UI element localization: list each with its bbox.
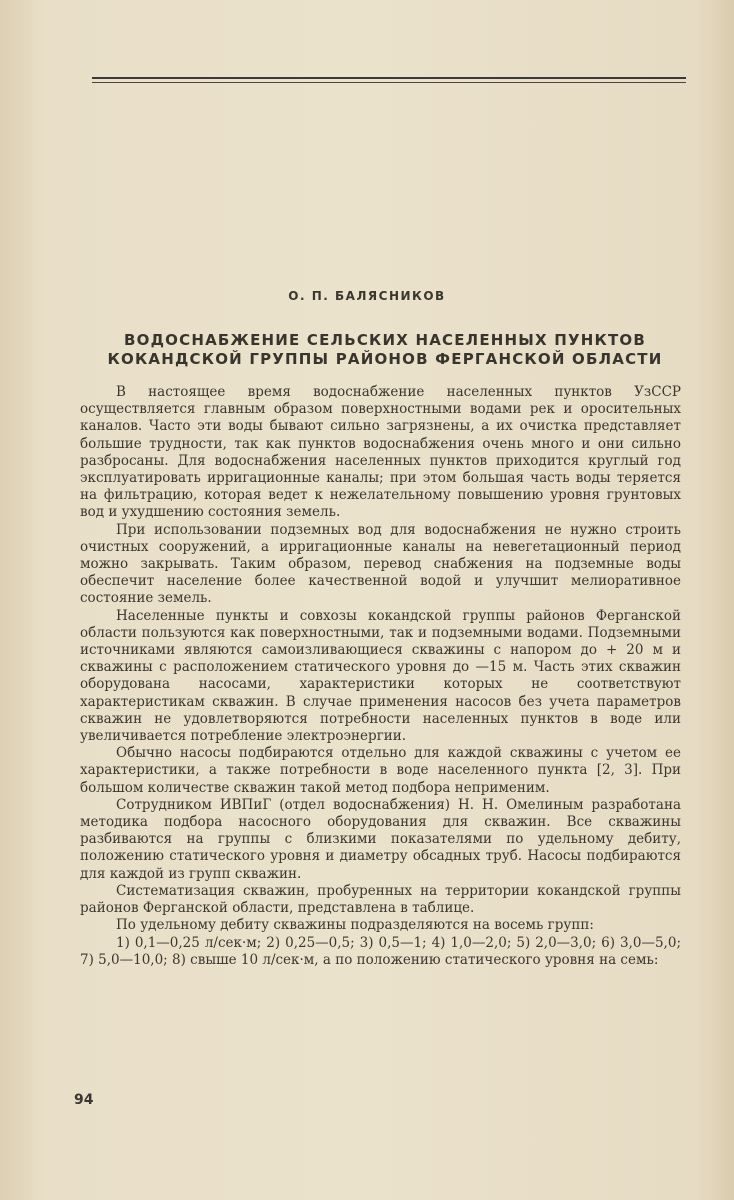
article-title xyxy=(80,331,690,369)
paragraph-5: Сотрудником ИВПиГ (отдел водоснабжения) Н. Н. Омелиным разработана методика подбора насосного оборудования для скважин. Все скважины разбиваются на группы с близкими показателями по удельному дебиту, положению статического уровня и диаметру обсадных труб. Насосы подбираются для каждой из групп скважин. xyxy=(80,796,681,882)
paragraph-3: Населенные пункты и совхозы кокандской группы районов Ферганской области пользуются как поверхностными, так и подземными водами. Подземными источниками являются самоизливающиеся скважины с напором до + 20 м и скважины с расположением статического уровня до —15 м. Часть этих скважин оборудована насосами, характеристики которых не соответствуют характеристикам скважин. В случае применения насосов без учета параметров скважин не удовлетворяются потребности населенных пунктов в воде или увеличивается потребление электроэнергии. xyxy=(80,607,681,745)
title-line-2: КОКАНДСКОЙ ГРУППЫ РАЙОНОВ ФЕРГАНСКОЙ ОБЛАСТИ xyxy=(107,350,663,368)
paragraph-6: Систематизация скважин, пробуренных на территории кокандской группы районов Ферганской области, представлена в таблице. xyxy=(80,882,681,917)
paragraph-8: 1) 0,1—0,25 л/сек·м; 2) 0,25—0,5; 3) 0,5—1; 4) 1,0—2,0; 5) 2,0—3,0; 6) 3,0—5,0; 7) 5,0—10,0; 8) свыше 10 л/сек·м, а по положению статического уровня на семь: xyxy=(80,934,681,968)
header-rule-thick xyxy=(92,77,686,79)
paragraph-7: По удельному дебиту скважины подразделяются на восемь групп: xyxy=(116,917,594,934)
page-number: 94 xyxy=(74,1092,94,1108)
header-rule-thin xyxy=(92,82,686,83)
paragraph-2: При использовании подземных вод для водоснабжения не нужно строить очистных сооружений, а ирригационные каналы на невегетационный период можно закрывать. Таким образом, перевод снабжения на подземные воды обеспечит население более качественной водой и улучшит мелиоративное состояние земель. xyxy=(80,521,681,607)
title-line-1: ВОДОСНАБЖЕНИЕ СЕЛЬСКИХ НАСЕЛЕННЫХ ПУНКТОВ xyxy=(124,331,646,349)
article-body xyxy=(80,384,681,969)
paragraph-4: Обычно насосы подбираются отдельно для каждой скважины с учетом ее характеристики, а также потребности в воде населенного пункта [2, 3]. При большом количестве скважин такой метод подбора неприменим. xyxy=(80,745,681,796)
article-author: О. П. БАЛЯСНИКОВ xyxy=(288,289,446,303)
paragraph-1: В настоящее время водоснабжение населенных пунктов УзССР осуществляется главным образом поверхностными водами рек и оросительных каналов. Часто эти воды бывают сильно загрязнены, а их очистка представляет большие трудности, так как пунктов водоснабжения очень много и они сильно разбросаны. Для водоснабжения населенных пунктов приходится круглый год эксплуатировать ирригационные каналы; при этом большая часть воды теряется на фильтрацию, которая ведет к нежелательному повышению уровня грунтовых вод и ухудшению состояния земель. xyxy=(80,384,681,521)
